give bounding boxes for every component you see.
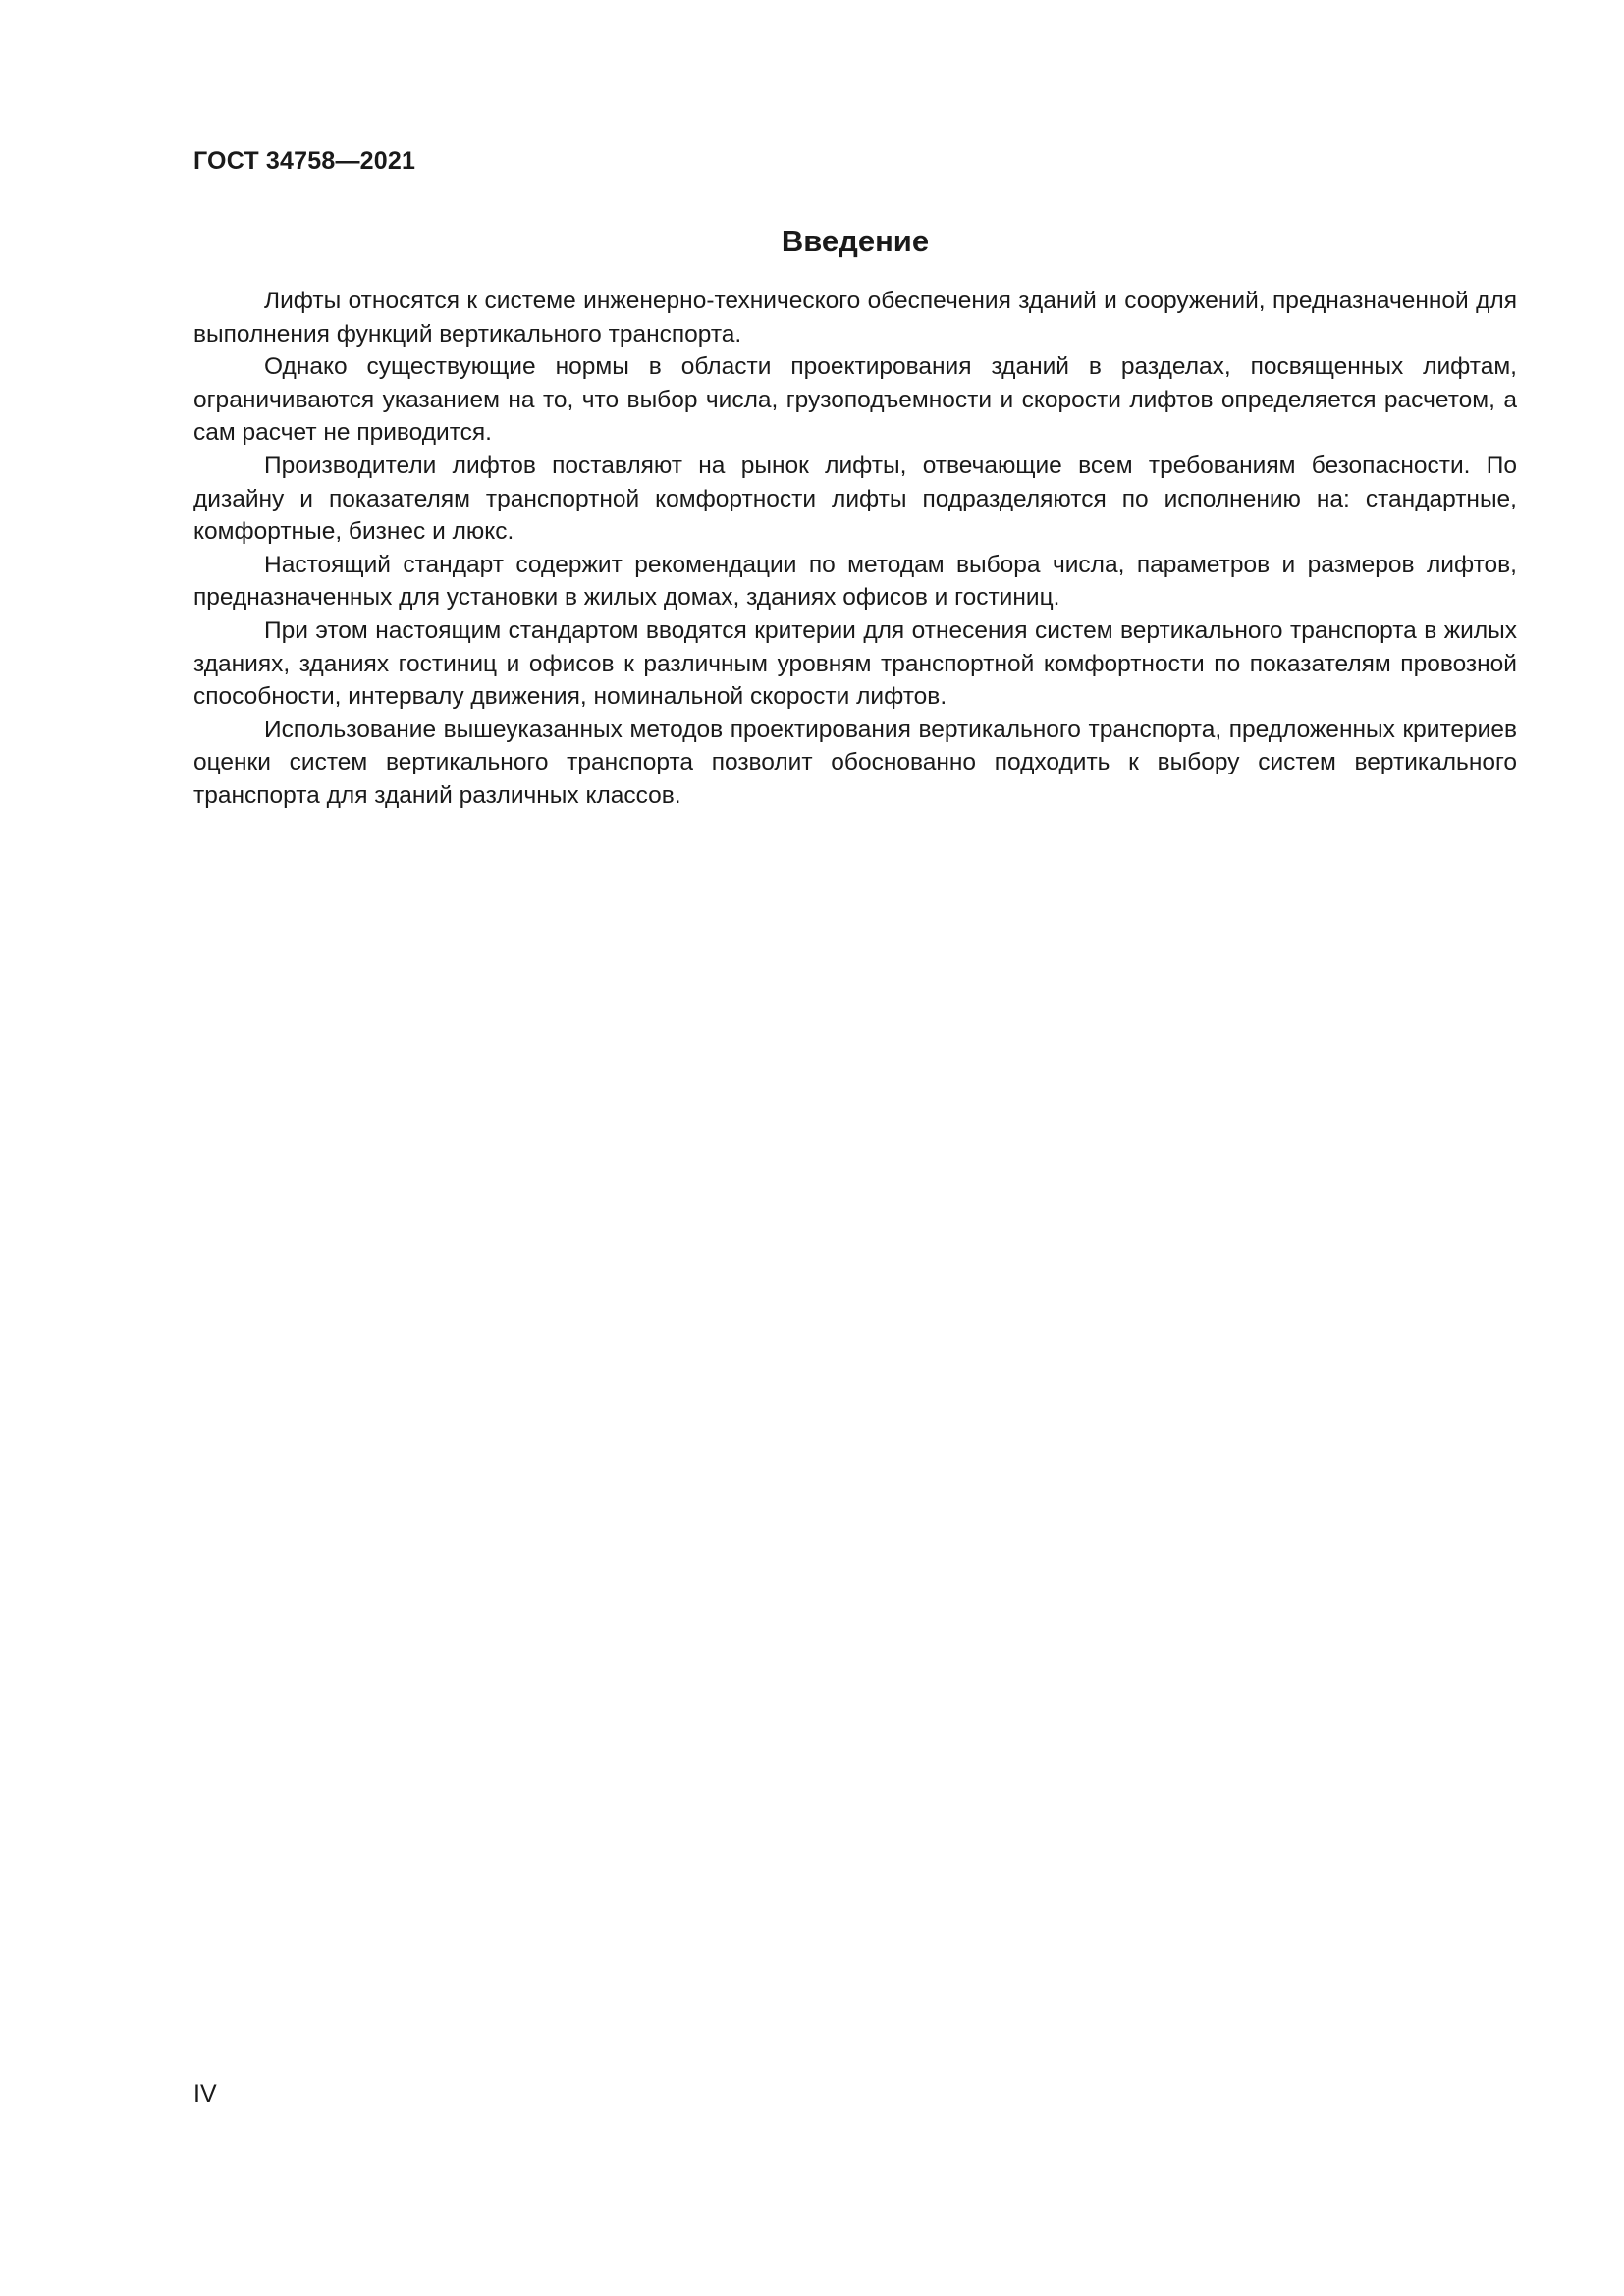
introduction-body xyxy=(193,285,1517,813)
page-number: IV xyxy=(193,2080,217,2108)
paragraph: Однако существующие нормы в области проектирования зданий в разделах, посвященных лифтам, ограничиваются указанием на то, что выбор числа, грузоподъемности и скорости лифтов определяется расчетом, а сам расчет не приводится. xyxy=(193,353,1517,447)
paragraph: Использование вышеуказанных методов проектирования вертикального транспорта, предложенных критериев оценки систем вертикального транспорта позволит обоснованно подходить к выбору систем вертикального транспорта для зданий различных классов. xyxy=(193,716,1517,809)
paragraph: При этом настоящим стандартом вводятся критерии для отнесения систем вертикального транспорта в жилых зданиях, зданиях гостиниц и офисов к различным уровням транспортной комфортности по показателям провозной способности, интервалу движения, номинальной скорости лифтов. xyxy=(193,616,1517,711)
section-title: Введение xyxy=(781,224,930,258)
paragraph: Лифты относятся к системе инженерно-технического обеспечения зданий и сооружений, предназначенной для выполнения функций вертикального транспорта. xyxy=(193,288,1517,347)
paragraph: Производители лифтов поставляют на рынок лифты, отвечающие всем требованиям безопасности. По дизайну и показателям транспортной комфортности лифты подразделяются по исполнению на: стандартные, комфортные, бизнес и люкс. xyxy=(193,452,1517,546)
document-code-header: ГОСТ 34758—2021 xyxy=(193,147,416,175)
paragraph: Настоящий стандарт содержит рекомендации по методам выбора числа, параметров и размеров лифтов, предназначенных для установки в жилых домах, зданиях офисов и гостиниц. xyxy=(193,551,1517,612)
